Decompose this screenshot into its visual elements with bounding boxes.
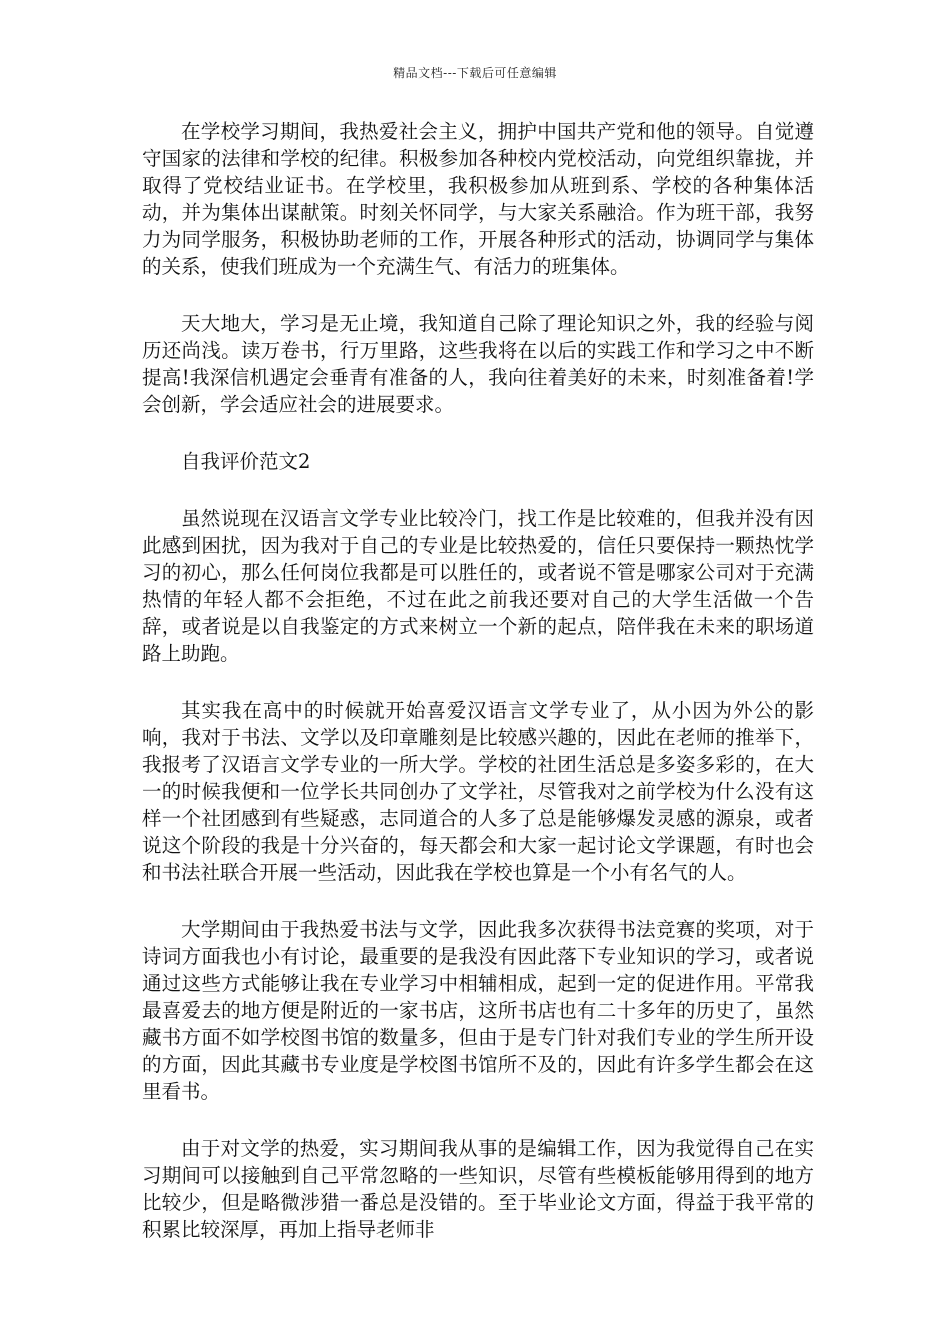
document-body bbox=[142, 118, 814, 1243]
page-header: 精品文档---下载后可任意编辑 bbox=[393, 66, 557, 80]
paragraph-1: 在学校学习期间，我热爱社会主义，拥护中国共产党和他的领导。自觉遵守国家的法律和学校的纪律。积极参加各种校内党校活动，向党组织靠拢，并取得了党校结业证书。在学校里，我积极参加从班到系、学校的各种集体活动，并为集体出谋献策。时刻关怀同学，与大家关系融洽。作为班干部，我努力为同学服务，积极协助老师的工作，开展各种形式的活动，协调同学与集体的关系，使我们班成为一个充满生气、有活力的班集体。 bbox=[142, 120, 814, 278]
paragraph-6: 由于对文学的热爱，实习期间我从事的是编辑工作，因为我觉得自己在实习期间可以接触到自己平常忽略的一些知识，尽管有些模板能够用得到的地方比较少，但是略微涉猎一番总是没错的。至于毕业论文方面，得益于我平常的积累比较深厚，再加上指导老师非 bbox=[142, 1137, 814, 1241]
paragraph-3: 虽然说现在汉语言文学专业比较冷门，找工作是比较难的，但我并没有因此感到困扰，因为我对于自己的专业是比较热爱的，信任只要保持一颗热忱学习的初心，那么任何岗位我都是可以胜任的，或者说不管是哪家公司对于充满热情的年轻人都不会拒绝，不过在此之前我还要对自己的大学生活做一个告辞，或者说是以自我鉴定的方式来树立一个新的起点，陪伴我在未来的职场道路上助跑。 bbox=[142, 507, 814, 665]
paragraph-5: 大学期间由于我热爱书法与文学，因此我多次获得书法竞赛的奖项，对于诗词方面我也小有讨论，最重要的是我没有因此落下专业知识的学习，或者说通过这些方式能够让我在专业学习中相辅相成，起到一定的促进作用。平常我最喜爱去的地方便是附近的一家书店，这所书店也有二十多年的历史了，虽然藏书方面不如学校图书馆的数量多，但由于是专门针对我们专业的学生所开设的方面，因此其藏书专业度是学校图书馆所不及的，因此有许多学生都会在这里看书。 bbox=[142, 918, 814, 1103]
paragraph-4: 其实我在高中的时候就开始喜爱汉语言文学专业了，从小因为外公的影响，我对于书法、文学以及印章雕刻是比较感兴趣的，因此在老师的推举下，我报考了汉语言文学专业的一所大学。学校的社团生活总是多姿多彩的，在大一的时候我便和一位学长共同创办了文学社，尽管我对之前学校为什么没有这样一个社团感到有些疑惑，志同道合的人多了总是能够爆发灵感的源泉，或者说这个阶段的我是十分兴奋的，每天都会和大家一起讨论文学课题，有时也会和书法社联合开展一些活动，因此我在学校也算是一个小有名气的人。 bbox=[142, 699, 814, 884]
section-heading: 自我评价范文2 bbox=[181, 450, 311, 473]
paragraph-2: 天大地大，学习是无止境，我知道自己除了理论知识之外，我的经验与阅历还尚浅。读万卷书，行万里路，这些我将在以后的实践工作和学习之中不断提高!我深信机遇定会垂青有准备的人，我向往着美好的未来，时刻准备着!学会创新，学会适应社会的进展要求。 bbox=[142, 312, 814, 416]
